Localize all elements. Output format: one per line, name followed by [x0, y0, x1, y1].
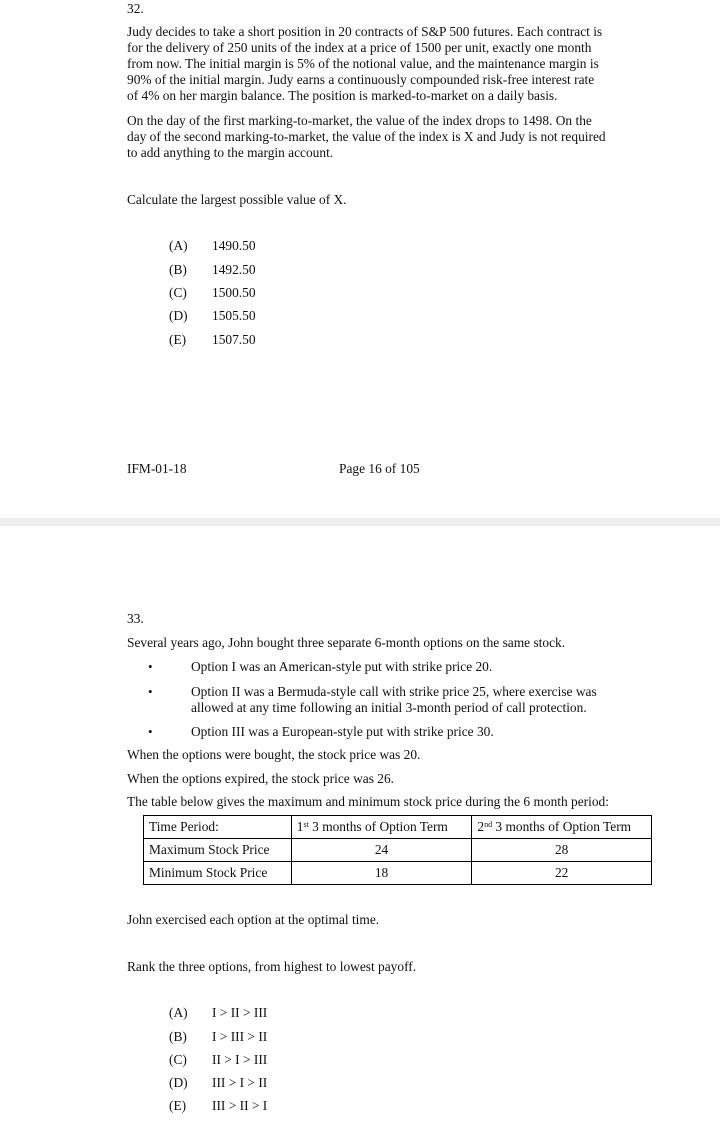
question-prompt: Rank the three options, from highest to lowest payoff.	[127, 959, 417, 974]
bullet-icon: •	[148, 684, 153, 699]
table-cell: 18	[291, 862, 472, 885]
choice-value: 1507.50	[212, 332, 256, 347]
table-row	[144, 839, 652, 862]
choice-letter: (E)	[169, 1098, 187, 1113]
list-item-line: Option I was an American-style put with strike price 20.	[191, 659, 493, 674]
choice-letter: (B)	[169, 1029, 187, 1044]
list-item-line: Option III was a European-style put with strike price 30.	[191, 724, 494, 739]
table-cell-label: Maximum Stock Price	[144, 839, 292, 862]
choice-letter: (E)	[169, 332, 187, 347]
choice-value: 1500.50	[212, 285, 256, 300]
table-cell-label: Minimum Stock Price	[144, 862, 292, 885]
page-separator	[0, 518, 720, 526]
table-header-cell	[291, 816, 472, 839]
table-row	[144, 862, 652, 885]
question-prompt: Calculate the largest possible value of X.	[127, 192, 347, 207]
paragraph-line: of 4% on her margin balance. The position is marked-to-market on a daily basis.	[127, 88, 558, 103]
table-intro: The table below gives the maximum and minimum stock price during the 6 month period:	[127, 794, 609, 809]
choice-value: 1490.50	[212, 238, 256, 253]
choice-letter: (A)	[169, 238, 188, 253]
table-header-row	[144, 816, 652, 839]
page-number: Page 16 of 105	[339, 461, 420, 476]
stock-price-table	[143, 815, 652, 885]
question-paragraph-2	[127, 113, 637, 161]
table-header-cell	[472, 816, 652, 839]
paragraph-line: to add anything to the margin account.	[127, 145, 334, 160]
bullet-icon: •	[148, 659, 153, 674]
paragraph-line: from now. The initial margin is 5% of the notional value, and the maintenance margin is	[127, 56, 599, 71]
question-intro: Several years ago, John bought three separate 6-month options on the same stock.	[127, 635, 566, 650]
header-ordinal: 1	[296, 819, 304, 834]
header-text: 3 months of Option Term	[492, 819, 632, 834]
list-item-text	[191, 684, 641, 716]
choice-letter: (C)	[169, 1052, 187, 1067]
stock-price-expired-line: When the options expired, the stock price was 26.	[127, 771, 394, 786]
choice-letter: (D)	[169, 308, 188, 323]
choice-value: 1505.50	[212, 308, 256, 323]
choice-value: III > I > II	[212, 1075, 268, 1090]
header-ordinal: 2	[477, 819, 485, 834]
paragraph-line: for the delivery of 250 units of the index at a price of 1500 per unit, exactly one month	[127, 40, 592, 55]
question-paragraph-1	[127, 24, 637, 104]
choice-value: II > I > III	[212, 1052, 268, 1067]
paragraph-line: Judy decides to take a short position in 20 contracts of S&P 500 futures. Each contract is	[127, 24, 603, 39]
paragraph-line: 90% of the initial margin. Judy earns a continuously compounded risk-free interest rate	[127, 72, 595, 87]
exercise-line: John exercised each option at the optimal time.	[127, 912, 380, 927]
list-item-text	[191, 659, 641, 675]
paragraph-line: day of the second marking-to-market, the value of the index is X and Judy is not required	[127, 129, 606, 144]
bullet-icon: •	[148, 724, 153, 739]
header-ordinal-suffix: nd	[484, 820, 493, 829]
choice-value: III > II > I	[212, 1098, 268, 1113]
table-cell: 22	[472, 862, 652, 885]
choice-value: I > III > II	[212, 1029, 268, 1044]
choice-value: 1492.50	[212, 262, 256, 277]
question-number: 32.	[127, 1, 144, 16]
choice-letter: (C)	[169, 285, 187, 300]
table-cell: 28	[472, 839, 652, 862]
paragraph-line: On the day of the first marking-to-market, the value of the index drops to 1498. On the	[127, 113, 592, 128]
header-ordinal-suffix: st	[303, 820, 309, 829]
list-item-line: Option II was a Bermuda-style call with strike price 25, where exercise was	[191, 684, 597, 699]
choice-letter: (D)	[169, 1075, 188, 1090]
choice-value: I > II > III	[212, 1005, 268, 1020]
stock-price-bought-line: When the options were bought, the stock price was 20.	[127, 747, 421, 762]
question-number: 33.	[127, 611, 144, 626]
table-header-cell: Time Period:	[144, 816, 292, 839]
document-id: IFM-01-18	[127, 461, 187, 476]
table-cell: 24	[291, 839, 472, 862]
list-item-line: allowed at any time following an initial 3-month period of call protection.	[191, 700, 587, 715]
choice-letter: (B)	[169, 262, 187, 277]
list-item-text	[191, 724, 641, 740]
choice-letter: (A)	[169, 1005, 188, 1020]
header-text: 3 months of Option Term	[308, 819, 448, 834]
